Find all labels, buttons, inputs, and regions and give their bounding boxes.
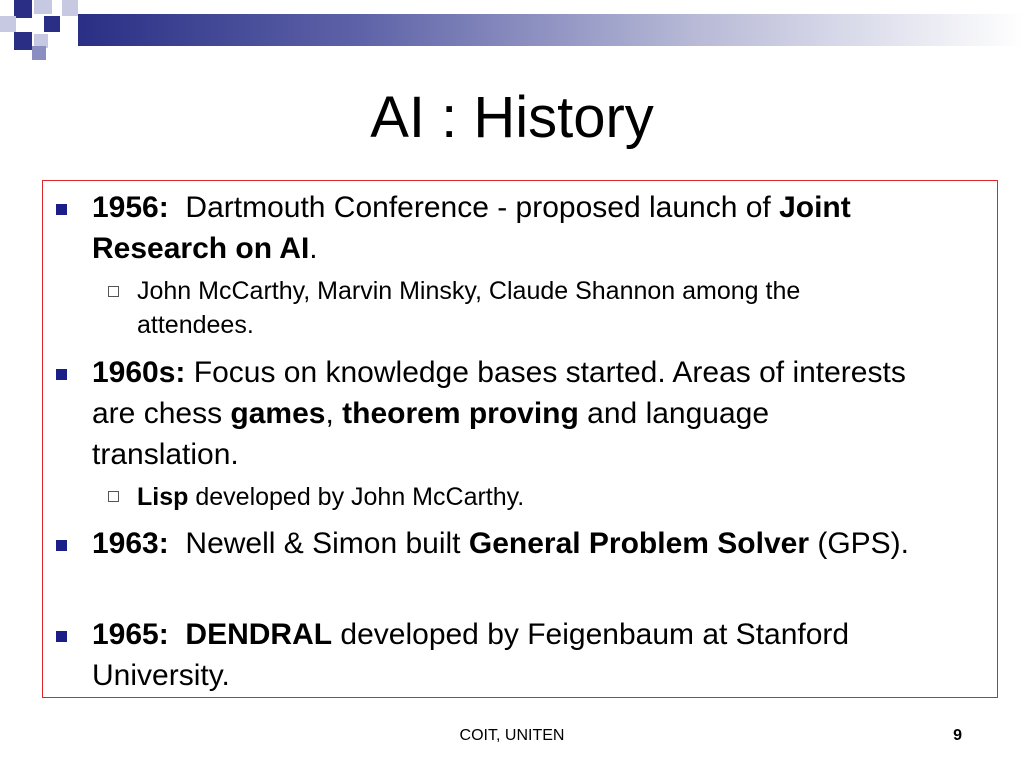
page-number: 9 <box>953 727 962 744</box>
slide-title: AI : History <box>370 85 654 150</box>
bullet-bold-text: DENDRAL <box>168 618 333 651</box>
bullet-icon <box>56 204 67 215</box>
decor-square <box>34 0 52 14</box>
decor-square <box>14 32 32 50</box>
header-gradient-bar <box>78 14 1024 46</box>
bullet-text: Newell & Simon built <box>168 527 469 560</box>
bullet-1960s <box>92 352 922 475</box>
bullet-icon <box>56 540 67 551</box>
sub-bullet-icon <box>108 286 119 297</box>
footer-text: COIT, UNITEN <box>459 727 565 744</box>
bullet-text: developed by John McCarthy. <box>188 483 525 511</box>
bullet-text: . <box>309 232 318 265</box>
bullet-icon <box>56 631 67 642</box>
bullet-bold-text: games <box>230 397 326 430</box>
bullet-text: John McCarthy, Marvin Minsky, Claude Shannon among the attendees. <box>137 277 801 339</box>
bullet-bold-text: Joint Research on AI <box>92 191 851 265</box>
bullet-text: Dartmouth Conference - proposed launch of <box>168 191 780 224</box>
bullet-bold-text: theorem proving <box>342 397 579 430</box>
sub-bullet-attendees <box>137 274 917 342</box>
decor-square <box>44 16 60 32</box>
bullet-bold-text: Lisp <box>137 483 189 511</box>
decor-square <box>62 0 78 16</box>
bullet-year: 1965: <box>92 618 169 651</box>
bullet-text: Focus on knowledge bases started. Areas of interests are chess <box>92 356 906 430</box>
decor-square <box>32 46 46 60</box>
sub-bullet-icon <box>108 491 119 502</box>
bullet-1956 <box>92 187 972 269</box>
decor-square <box>14 0 32 18</box>
bullet-text: , <box>325 397 343 430</box>
bullet-text: (GPS). <box>809 527 910 560</box>
bullet-text: and language translation. <box>92 397 770 471</box>
bullet-year: 1960s: <box>92 356 186 389</box>
bullet-1965 <box>92 614 972 696</box>
bullet-text: developed by Feigenbaum at Stanford University. <box>92 618 850 692</box>
bullet-1963 <box>92 523 972 564</box>
bullet-icon <box>56 369 67 380</box>
bullet-bold-text: General Problem Solver <box>468 527 809 560</box>
sub-bullet-lisp <box>137 480 957 514</box>
bullet-year: 1963: <box>92 527 169 560</box>
decor-square <box>0 16 16 32</box>
corner-decoration <box>0 0 80 62</box>
bullet-year: 1956: <box>92 191 169 224</box>
